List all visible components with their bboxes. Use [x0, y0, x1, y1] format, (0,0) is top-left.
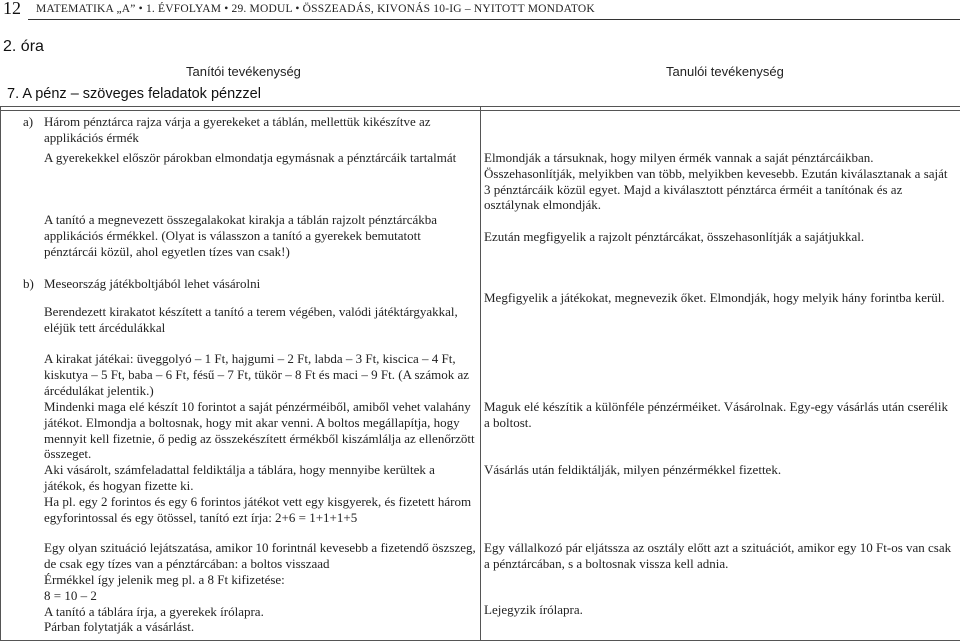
item-b-teacher-text-7: Egy olyan szituáció lejátszatása, amikor 10 forintnál kevesebb a fizetendő öszszeg, de csak egy tízes van a pénztárcában: a boltos visszaad: [44, 540, 476, 572]
item-b-student-text-2: Maguk elé készítik a különféle pénzérméiket. Vásárolnak. Egy-egy vásárlás után cserélik a boltost.: [484, 399, 954, 431]
item-b-teacher-text-6: Ha pl. egy 2 forintos és egy 6 forintos játékot vett egy kisgyerek, és fizetett három egyforintossal és egy ötössel, tanító ezt írja: 2+6 = 1+1+1+5: [44, 494, 476, 526]
item-b-teacher-text-8: Érmékkel így jelenik meg pl. a 8 Ft kifizetése:: [44, 572, 476, 588]
item-a-student-text-1: Elmondják a társuknak, hogy milyen érmék vannak a saját pénztárcáikban. Összehasonlítják, melyikben van több, melyikben kevesebb. Ezután kiválasztanak a saját 3 pénztárcáik közül egyet. Majd a kiválasztott pénztárca érméit a tanítónak és az osztálynak elmondják.: [484, 150, 954, 213]
column-header-student: Tanulói tevékenység: [666, 64, 784, 79]
item-a-teacher-text-1: Három pénztárca rajza várja a gyerekeket a táblán, mellettük kikészítve az applikációs érmék: [44, 114, 476, 146]
item-a-teacher-text-3: A tanító a megnevezett összegalakokat kirakja a táblán rajzolt pénztárcákba applikációs érmékkel. (Olyat is válasszon a tanító a gyerekek bemutatott pénztárcái közül, ahol egyetlen tízes van csak!): [44, 212, 476, 259]
item-b-teacher-text-3: A kirakat játékai: üveggolyó – 1 Ft, hajgumi – 2 Ft, labda – 3 Ft, kiscica – 4 Ft, kiskutya – 5 Ft, baba – 6 Ft, fésű – 7 Ft, tükör – 8 Ft és maci – 9 Ft. (A számok az árcédulákat jelentik.): [44, 351, 476, 398]
item-b-student-text-4: Egy vállalkozó pár eljátssza az osztály előtt azt a szituációt, amikor egy 10 Ft-os van csak a pénztárcában, s a boltosnak vissza kell adnia.: [484, 540, 954, 572]
section-title: 7. A pénz – szöveges feladatok pénzzel: [7, 86, 261, 102]
item-b-teacher-text-1: Meseország játékboltjából lehet vásárolni: [44, 276, 476, 292]
lesson-title: 2. óra: [3, 38, 44, 56]
item-a-teacher-text-2: A gyerekekkel először párokban elmondatja egymásnak a pénztárcáik tartalmát: [44, 150, 476, 166]
item-a-marker: a): [23, 114, 33, 130]
item-b-teacher-text-5: Aki vásárolt, számfeladattal feldiktálja a táblára, hogy mennyibe kerültek a játékok, és hogyan fizette ki.: [44, 462, 476, 494]
item-b-marker: b): [23, 276, 34, 292]
item-a-student-text-2: Ezután megfigyelik a rajzolt pénztárcákat, összehasonlítják a sajátjukkal.: [484, 229, 954, 245]
item-b-teacher-text-11: Párban folytatják a vásárlást.: [44, 619, 476, 635]
item-b-teacher-text-2: Berendezett kirakatot készített a tanító a terem végében, valódi játéktárgyakkal, eléjük tett árcédulákkal: [44, 304, 476, 336]
running-header: [0, 0, 960, 20]
item-b-student-text-1: Megfigyelik a játékokat, megnevezik őket. Elmondják, hogy melyik hány forintba kerül.: [484, 290, 954, 306]
item-b-teacher-text-4: Mindenki maga elé készít 10 forintot a saját pénzérméiből, amiből vehet valahány játékot. Elmondja a boltosnak, hogy mit akar venni. A boltos megállapítja, hogy mennyit kell fizetnie, ő pedig az összekészített érmékből kiszámlálja az ellenőrzött összeget.: [44, 399, 476, 462]
column-header-teacher: Tanítói tevékenység: [186, 64, 301, 79]
page-number: 12: [3, 0, 21, 19]
item-b-student-text-5: Lejegyzik írólapra.: [484, 602, 954, 618]
item-b-teacher-text-9: 8 = 10 – 2: [44, 588, 476, 604]
item-b-student-text-3: Vásárlás után feldiktálják, milyen pénzérmékkel fizettek.: [484, 462, 954, 478]
running-title: MATEMATIKA „A” • 1. ÉVFOLYAM • 29. MODUL • ÖSSZEADÁS, KIVONÁS 10-IG – NYITOTT MONDATOK: [36, 3, 595, 15]
item-b-teacher-text-10: A tanító a táblára írja, a gyerekek írólapra.: [44, 604, 476, 620]
header-rule: [28, 19, 960, 20]
